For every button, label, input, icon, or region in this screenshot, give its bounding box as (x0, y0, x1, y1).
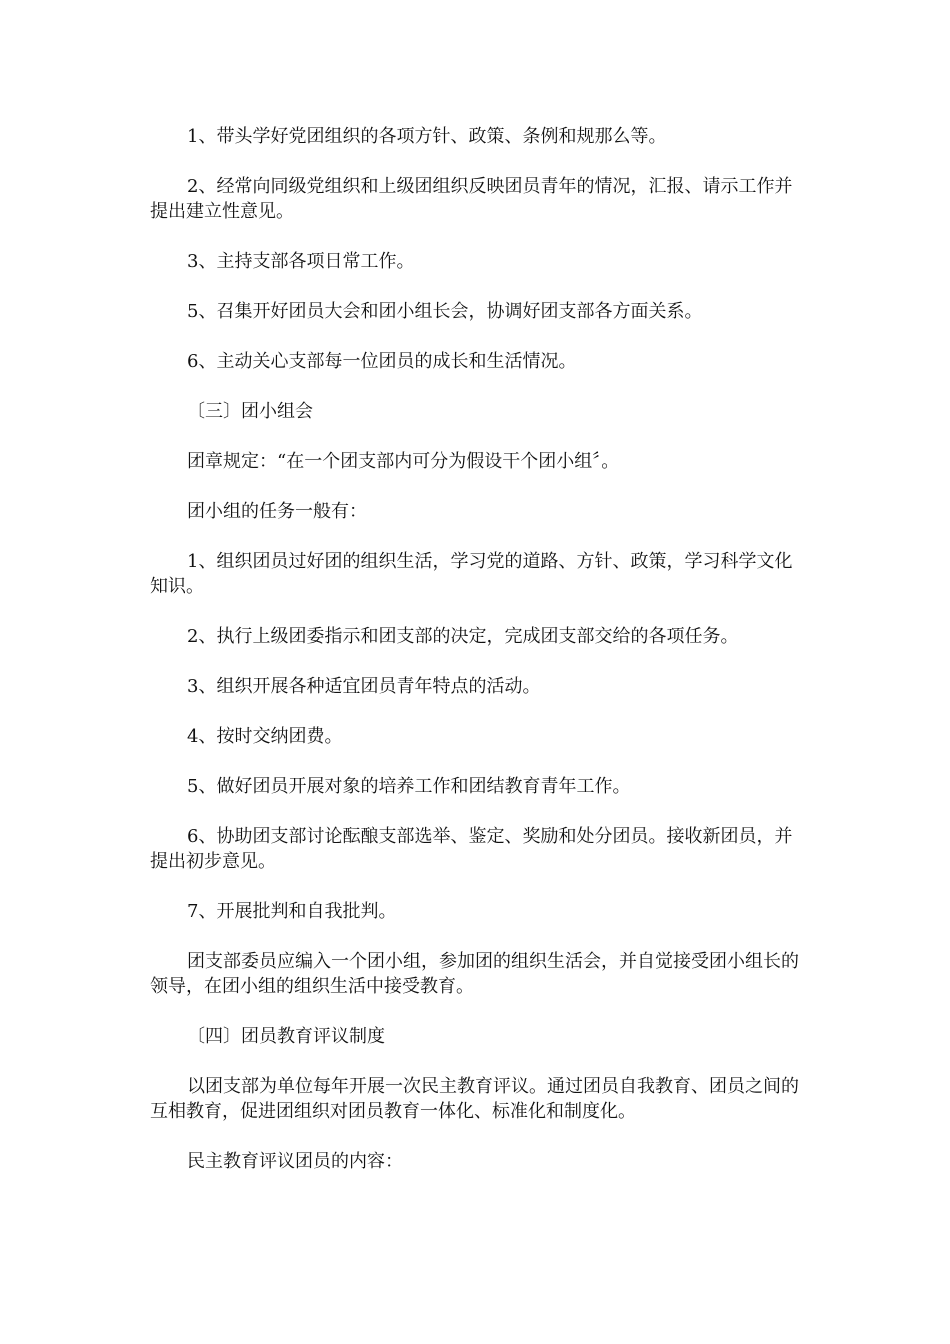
paragraph-group-tasks-intro: 团小组的任务一般有： (187, 501, 367, 522)
section-heading-evaluation-system: 〔四〕团员教育评议制度 (187, 1026, 385, 1047)
paragraph-task-organize-life: 1、组织团员过好团的组织生活，学习党的道路、方针、政策，学习科学文化知识。 (150, 551, 793, 597)
paragraph-daily-work: 3、主持支部各项日常工作。 (187, 251, 415, 272)
paragraph-task-execute-instructions: 2、执行上级团委指示和团支部的决定，完成团支部交给的各项任务。 (187, 626, 739, 647)
paragraph-report-situation: 2、经常向同级党组织和上级团组织反映团员青年的情况，汇报、请示工作并提出建立性意见。 (150, 176, 793, 222)
paragraph-task-activities: 3、组织开展各种适宜团员青年特点的活动。 (187, 676, 541, 697)
paragraph-task-criticism: 7、开展批判和自我批判。 (187, 901, 397, 922)
paragraph-task-assist-branch: 6、协助团支部讨论酝酿支部选举、鉴定、奖励和处分团员。接收新团员，并提出初步意见。 (150, 826, 793, 872)
paragraph-charter-rule: 团章规定：“在一个团支部内可分为假设干个团小组〞。 (187, 451, 620, 472)
paragraph-leader-study: 1、带头学好党团组织的各项方针、政策、条例和规那么等。 (187, 126, 667, 147)
section-heading-group-meeting: 〔三〕团小组会 (187, 401, 313, 422)
document-body (150, 124, 802, 1199)
paragraph-convene-meetings: 5、召集开好团员大会和团小组长会，协调好团支部各方面关系。 (187, 301, 703, 322)
paragraph-evaluation-content: 民主教育评议团员的内容： (187, 1151, 403, 1172)
paragraph-task-fees: 4、按时交纳团费。 (187, 726, 343, 747)
paragraph-committee-members: 团支部委员应编入一个团小组，参加团的组织生活会，并自觉接受团小组长的领导，在团小组的组织生活中接受教育。 (150, 951, 799, 997)
paragraph-task-cultivation: 5、做好团员开展对象的培养工作和团结教育青年工作。 (187, 776, 631, 797)
paragraph-annual-evaluation: 以团支部为单位每年开展一次民主教育评议。通过团员自我教育、团员之间的互相教育，促进团组织对团员教育一体化、标准化和制度化。 (150, 1076, 799, 1122)
paragraph-care-members: 6、主动关心支部每一位团员的成长和生活情况。 (187, 351, 577, 372)
